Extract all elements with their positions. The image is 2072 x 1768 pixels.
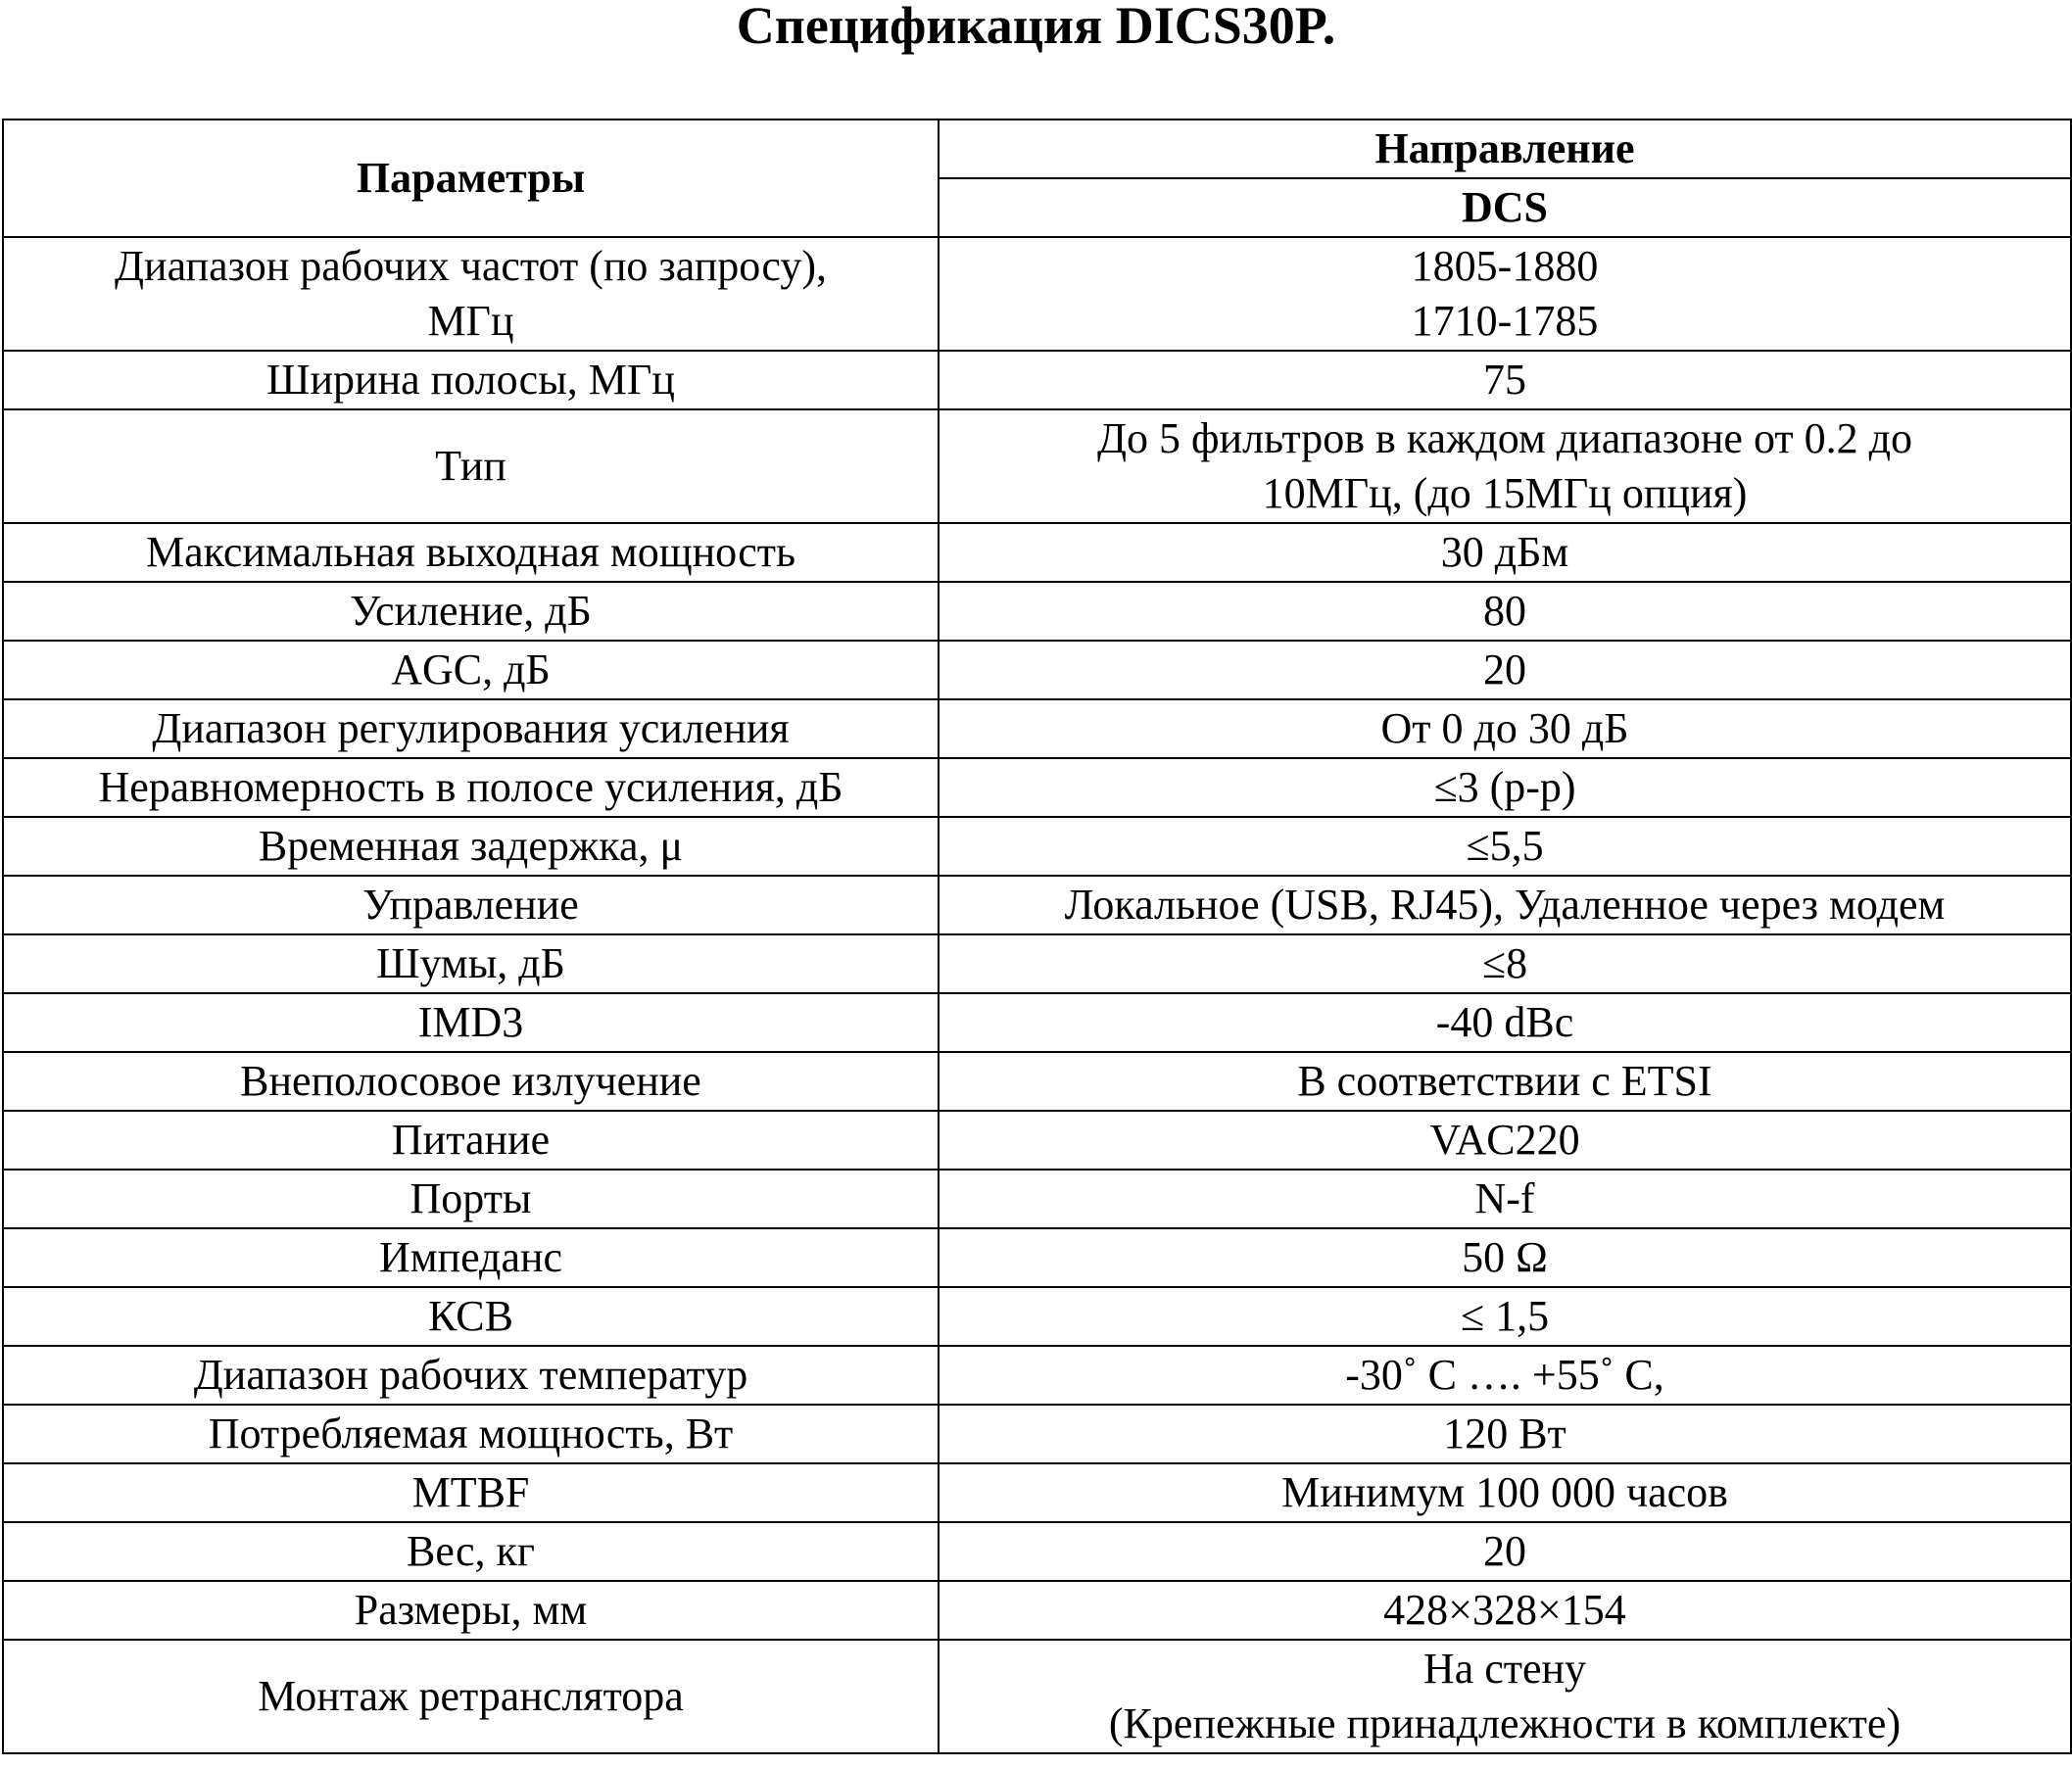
table-row xyxy=(3,582,2071,641)
value-text: (Крепежные принадлежности в комплекте) xyxy=(1108,1699,1902,1747)
param-text: IMD3 xyxy=(417,998,524,1046)
value-cell xyxy=(939,237,2071,351)
param-text: Шумы, дБ xyxy=(376,939,565,987)
table-row xyxy=(3,237,2071,351)
param-text: Потребляемая мощность, Вт xyxy=(208,1410,734,1457)
value-text: VAC220 xyxy=(1429,1116,1580,1164)
param-cell xyxy=(3,1463,939,1522)
value-cell xyxy=(939,1228,2071,1287)
param-text: Временная задержка, μ xyxy=(258,822,684,870)
value-cell xyxy=(939,817,2071,876)
table-row xyxy=(3,1287,2071,1346)
param-cell xyxy=(3,1581,939,1640)
header-params: Параметры xyxy=(3,119,939,237)
table-row xyxy=(3,1522,2071,1581)
table-row xyxy=(3,409,2071,523)
table-row xyxy=(3,817,2071,876)
value-text: На стену xyxy=(1422,1645,1587,1693)
value-cell xyxy=(939,934,2071,993)
value-text: ≤5,5 xyxy=(1466,822,1544,870)
value-cell xyxy=(939,1170,2071,1228)
value-cell xyxy=(939,1463,2071,1522)
value-cell xyxy=(939,582,2071,641)
value-text: 20 xyxy=(1483,645,1526,693)
header-direction: Направление xyxy=(939,119,2071,178)
param-text: Управление xyxy=(362,881,579,929)
param-cell xyxy=(3,1052,939,1111)
param-text: Диапазон рабочих температур xyxy=(193,1351,748,1399)
table-row xyxy=(3,876,2071,934)
param-text: MTBF xyxy=(411,1468,530,1516)
value-cell xyxy=(939,1052,2071,1111)
param-cell xyxy=(3,641,939,699)
param-cell xyxy=(3,1287,939,1346)
param-cell xyxy=(3,1346,939,1405)
param-text: Неравномерность в полосе усиления, дБ xyxy=(98,763,843,811)
param-cell xyxy=(3,1640,939,1753)
value-cell xyxy=(939,1581,2071,1640)
value-cell xyxy=(939,523,2071,582)
value-cell xyxy=(939,876,2071,934)
value-text: Локальное (USB, RJ45), Удаленное через модем xyxy=(1064,881,1946,929)
value-cell xyxy=(939,1522,2071,1581)
value-text: ≤ 1,5 xyxy=(1460,1292,1550,1340)
param-text: Усиление, дБ xyxy=(350,587,592,635)
value-cell xyxy=(939,1287,2071,1346)
param-text: Импеданс xyxy=(378,1233,563,1281)
param-text: Диапазон рабочих частот (по запросу), xyxy=(115,242,827,290)
param-text: КСВ xyxy=(428,1292,513,1340)
param-cell xyxy=(3,351,939,409)
table-row xyxy=(3,934,2071,993)
table-row xyxy=(3,351,2071,409)
value-text: -30˚ С …. +55˚ С, xyxy=(1345,1351,1664,1399)
value-cell xyxy=(939,409,2071,523)
value-text: Минимум 100 000 часов xyxy=(1281,1468,1728,1516)
param-cell xyxy=(3,1170,939,1228)
param-cell xyxy=(3,1111,939,1170)
page-title: Спецификация DICS30P. xyxy=(736,0,1336,55)
value-text: -40 dBc xyxy=(1435,998,1574,1046)
param-cell xyxy=(3,1405,939,1463)
param-cell xyxy=(3,993,939,1052)
table-row xyxy=(3,1405,2071,1463)
value-cell xyxy=(939,993,2071,1052)
param-text: Вес, кг xyxy=(407,1527,535,1575)
table-row xyxy=(3,699,2071,758)
param-text: Монтаж ретранслятора xyxy=(258,1672,684,1720)
param-cell xyxy=(3,1522,939,1581)
value-text: 75 xyxy=(1483,356,1526,404)
table-row xyxy=(3,1111,2071,1170)
value-text: N-f xyxy=(1474,1174,1535,1222)
table-row xyxy=(3,1346,2071,1405)
param-text: AGC, дБ xyxy=(391,645,551,693)
param-text: Порты xyxy=(410,1174,532,1222)
param-text: Размеры, мм xyxy=(354,1586,588,1634)
param-cell xyxy=(3,817,939,876)
table-row xyxy=(3,1228,2071,1287)
param-text: Питание xyxy=(391,1116,551,1164)
table-row xyxy=(3,758,2071,817)
value-cell xyxy=(939,1405,2071,1463)
param-cell xyxy=(3,876,939,934)
param-cell xyxy=(3,1228,939,1287)
param-text: МГц xyxy=(427,297,514,345)
table-row xyxy=(3,1052,2071,1111)
param-text: Тип xyxy=(435,442,506,490)
value-text: 50 Ω xyxy=(1462,1233,1548,1281)
value-text: ≤8 xyxy=(1481,939,1528,987)
param-cell xyxy=(3,523,939,582)
table-row xyxy=(3,1463,2071,1522)
value-text: В соответствии с ETSI xyxy=(1297,1057,1712,1105)
value-text: 30 дБм xyxy=(1440,528,1569,576)
spec-table xyxy=(2,119,2072,1754)
param-cell xyxy=(3,409,939,523)
value-cell xyxy=(939,1346,2071,1405)
header-band: DCS xyxy=(939,178,2071,237)
value-cell xyxy=(939,1640,2071,1753)
value-text: 20 xyxy=(1483,1527,1526,1575)
value-text: ≤3 (p-p) xyxy=(1433,763,1576,811)
value-text: От 0 до 30 дБ xyxy=(1380,704,1629,752)
value-text: До 5 фильтров в каждом диапазоне от 0.2 до xyxy=(1097,414,1912,462)
value-text: 1805-1880 xyxy=(1411,242,1599,290)
value-text: 10МГц, (до 15МГц опция) xyxy=(1262,469,1748,517)
value-cell xyxy=(939,641,2071,699)
value-text: 80 xyxy=(1483,587,1526,635)
value-text: 428×328×154 xyxy=(1383,1586,1626,1634)
table-row xyxy=(3,1170,2071,1228)
param-cell xyxy=(3,934,939,993)
value-text: 120 Вт xyxy=(1443,1410,1566,1457)
table-row xyxy=(3,1640,2071,1753)
value-cell xyxy=(939,1111,2071,1170)
value-cell xyxy=(939,758,2071,817)
table-row xyxy=(3,1581,2071,1640)
value-cell xyxy=(939,699,2071,758)
value-text: 1710-1785 xyxy=(1411,297,1599,345)
value-cell xyxy=(939,351,2071,409)
table-row xyxy=(3,993,2071,1052)
param-text: Максимальная выходная мощность xyxy=(145,528,796,576)
param-text: Диапазон регулирования усиления xyxy=(152,704,790,752)
table-row xyxy=(3,641,2071,699)
param-cell xyxy=(3,758,939,817)
param-cell xyxy=(3,699,939,758)
param-text: Ширина полосы, МГц xyxy=(266,356,675,404)
param-text: Внеполосовое излучение xyxy=(240,1057,701,1105)
param-cell xyxy=(3,582,939,641)
param-cell xyxy=(3,237,939,351)
header-row xyxy=(3,119,2071,178)
table-row xyxy=(3,523,2071,582)
